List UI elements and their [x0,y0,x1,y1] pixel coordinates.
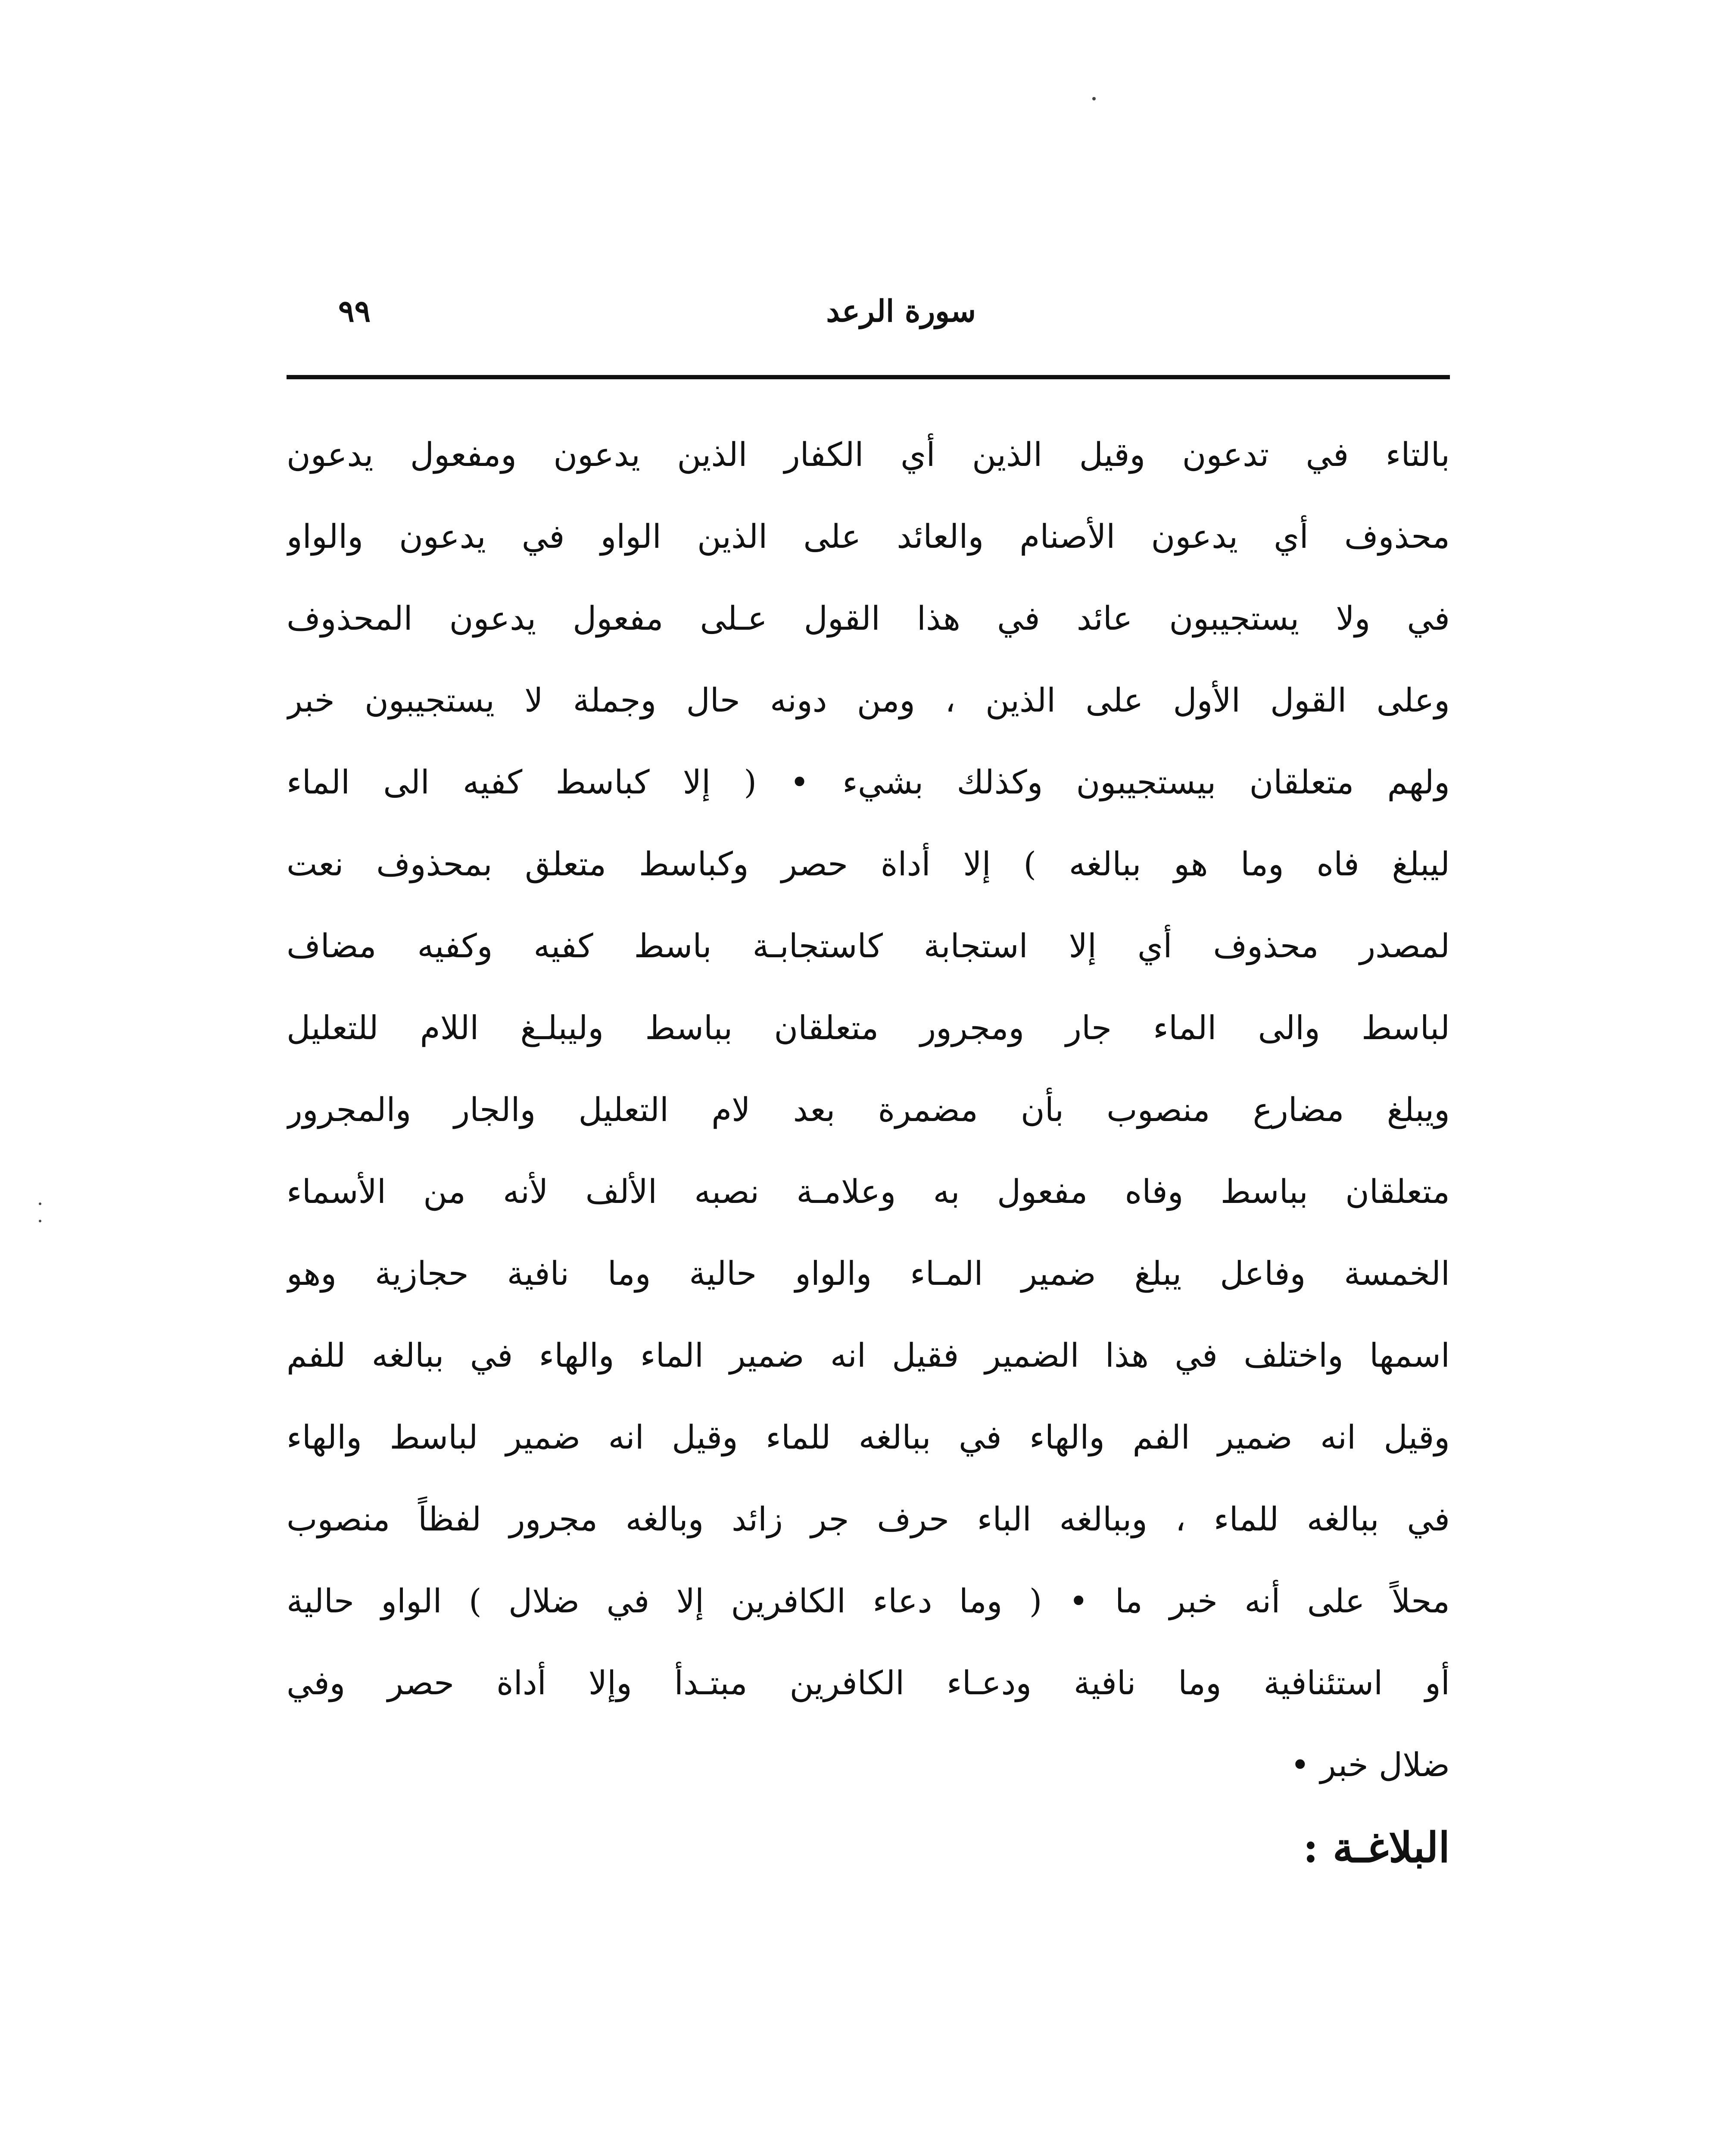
text-line: وقيل انه ضمير الفم والهاء في ببالغه للماء وقيل انه ضمير لباسط والهاء [287,1418,1450,1456]
body-text [287,414,1450,1806]
text-line: أو استئنافية وما نافية ودعـاء الكافرين مبتـدأ وإلا أداة حصر وفي [287,1664,1450,1702]
text-line: لباسط والى الماء جار ومجرور متعلقان بباسط وليبلـغ اللام للتعليل [287,1009,1450,1047]
scan-speck [39,1220,41,1222]
text-line: وعلى القول الأول على الذين ، ومن دونه حال وجملة لا يستجيبون خبر [287,681,1450,719]
text-line: بالتاء في تدعون وقيل الذين أي الكفار الذين يدعون ومفعول يدعون [287,435,1450,474]
page-number: ٩٩ [338,293,371,329]
text-line: محلاً على أنه خبر ما • ( وما دعاء الكافرين إلا في ضلال ) الواو حالية [287,1582,1450,1620]
section-heading: البلاغـة : [1303,1823,1450,1872]
text-line: ويبلغ مضارع منصوب بأن مضمرة بعد لام التعليل والجار والمجرور [287,1090,1450,1129]
text-line: الخمسة وفاعل يبلغ ضمير المـاء والواو حالية وما نافية حجازية وهو [287,1254,1450,1293]
running-header [287,284,1450,340]
text-line: ليبلغ فاه وما هو ببالغه ) إلا أداة حصر وكباسط متعلق بمحذوف نعت [287,845,1450,883]
running-title: سورة الرعد [826,293,976,329]
text-line: ضلال خبر • [1290,1746,1450,1784]
text-line: اسمها واختلف في هذا الضمير فقيل انه ضمير الماء والهاء في ببالغه للفم [287,1336,1450,1374]
text-line: في ولا يستجيبون عائد في هذا القول عـلى مفعول يدعون المحذوف [287,599,1450,637]
text-line: ولهم متعلقان بيستجيبون وكذلك بشيء • ( إلا كباسط كفيه الى الماء [287,763,1450,801]
header-divider [287,375,1450,379]
scan-speck [1092,97,1096,100]
text-line: محذوف أي يدعون الأصنام والعائد على الذين الواو في يدعون والواو [287,517,1450,556]
text-line: في ببالغه للماء ، وببالغه الباء حرف جر زائد وبالغه مجرور لفظاً منصوب [287,1500,1450,1538]
text-line: متعلقان بباسط وفاه مفعول به وعلامـة نصبه الألف لأنه من الأسماء [287,1172,1450,1211]
scan-speck [39,1202,41,1205]
text-line: لمصدر محذوف أي إلا استجابة كاستجابـة باسط كفيه وكفيه مضاف [287,927,1450,965]
